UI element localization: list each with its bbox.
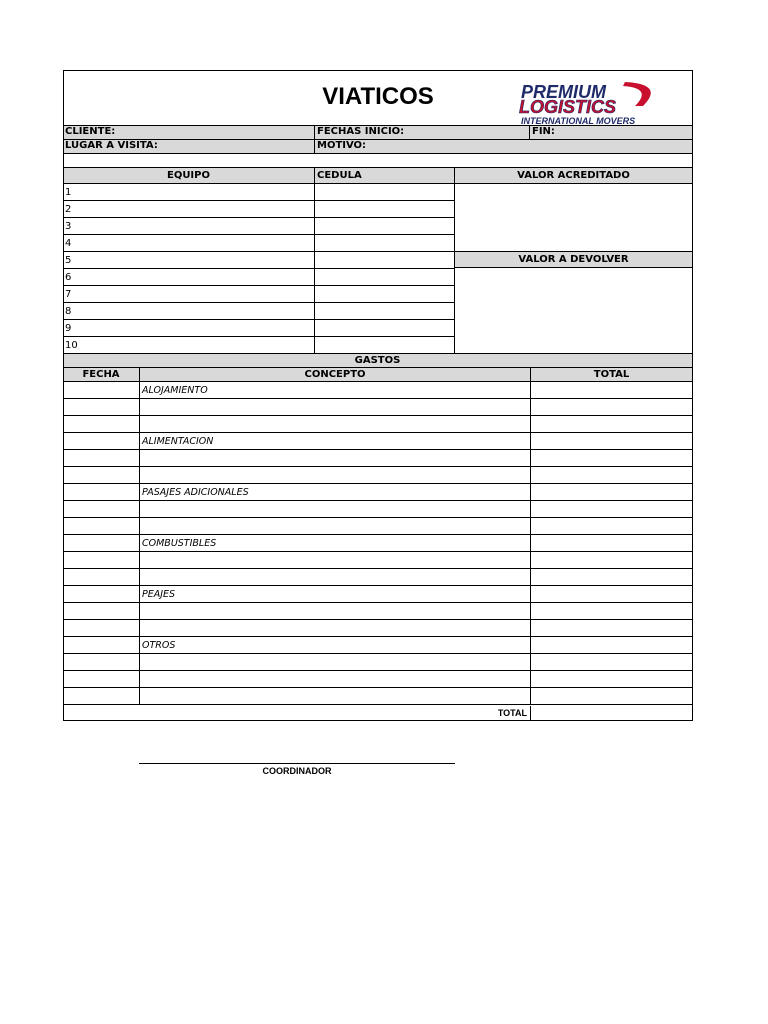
gastos-fecha-cell[interactable]: [63, 467, 140, 484]
gastos-total-cell[interactable]: [531, 450, 693, 467]
gastos-fecha-cell[interactable]: [63, 484, 140, 501]
equipo-row-cell[interactable]: 2: [63, 201, 315, 218]
cedula-row-cell[interactable]: [315, 269, 455, 286]
equipo-row-cell[interactable]: 7: [63, 286, 315, 303]
fechas-inicio-field[interactable]: FECHAS INICIO:: [315, 126, 530, 140]
equipo-row-cell[interactable]: 5: [63, 252, 315, 269]
lugar-visita-field[interactable]: LUGAR A VISITA:: [63, 140, 315, 154]
premium-logistics-logo: [515, 78, 665, 126]
gastos-fecha-cell[interactable]: [63, 416, 140, 433]
gastos-total-cell[interactable]: [531, 552, 693, 569]
gastos-fecha-cell[interactable]: [63, 450, 140, 467]
gastos-total-cell[interactable]: [531, 671, 693, 688]
equipo-row-cell[interactable]: 10: [63, 337, 315, 354]
gastos-total-cell[interactable]: [531, 637, 693, 654]
gastos-total-cell[interactable]: [531, 535, 693, 552]
gastos-concepto-cell[interactable]: [140, 518, 531, 535]
equipo-row-cell[interactable]: 6: [63, 269, 315, 286]
gastos-fecha-cell[interactable]: [63, 637, 140, 654]
cedula-header: CEDULA: [315, 168, 455, 184]
gastos-fecha-cell[interactable]: [63, 688, 140, 705]
equipo-row-cell[interactable]: 3: [63, 218, 315, 235]
gastos-fecha-cell[interactable]: [63, 671, 140, 688]
cedula-row-cell[interactable]: [315, 201, 455, 218]
equipo-row-cell[interactable]: 4: [63, 235, 315, 252]
valor-devolver-box[interactable]: [455, 268, 693, 354]
equipo-row-cell[interactable]: 9: [63, 320, 315, 337]
gastos-fecha-cell[interactable]: [63, 552, 140, 569]
fecha-header: FECHA: [63, 368, 140, 382]
gastos-total-cell[interactable]: [531, 603, 693, 620]
fin-field[interactable]: FIN:: [530, 126, 693, 140]
cedula-row-cell[interactable]: [315, 218, 455, 235]
gastos-concepto-cell[interactable]: [140, 688, 531, 705]
cedula-row-cell[interactable]: [315, 337, 455, 354]
gastos-fecha-cell[interactable]: [63, 433, 140, 450]
gastos-concepto-cell[interactable]: [140, 450, 531, 467]
logo-swoosh-icon: [515, 78, 665, 126]
gastos-fecha-cell[interactable]: [63, 603, 140, 620]
gastos-fecha-cell[interactable]: [63, 399, 140, 416]
equipo-row-cell[interactable]: 1: [63, 184, 315, 201]
gastos-fecha-cell[interactable]: [63, 382, 140, 399]
gastos-fecha-cell[interactable]: [63, 518, 140, 535]
gastos-total-cell[interactable]: [531, 433, 693, 450]
page-title: VIATICOS: [322, 83, 434, 110]
gastos-concepto-cell[interactable]: [140, 552, 531, 569]
gastos-concepto-cell[interactable]: [140, 569, 531, 586]
gastos-category-1[interactable]: ALIMENTACION: [140, 433, 531, 450]
gastos-total-cell[interactable]: [531, 467, 693, 484]
gastos-concepto-cell[interactable]: [140, 671, 531, 688]
gastos-concepto-cell[interactable]: [140, 603, 531, 620]
gastos-total-cell[interactable]: [531, 518, 693, 535]
gastos-total-cell[interactable]: [531, 399, 693, 416]
cedula-row-cell[interactable]: [315, 303, 455, 320]
gastos-concepto-cell[interactable]: [140, 416, 531, 433]
gastos-category-4[interactable]: PEAJES: [140, 586, 531, 603]
gastos-concepto-cell[interactable]: [140, 501, 531, 518]
gastos-category-5[interactable]: OTROS: [140, 637, 531, 654]
total-footer-label: TOTAL: [63, 706, 531, 721]
gastos-total-cell[interactable]: [531, 569, 693, 586]
gastos-fecha-cell[interactable]: [63, 569, 140, 586]
gastos-total-cell[interactable]: [531, 416, 693, 433]
viaticos-form: [63, 70, 693, 721]
gastos-fecha-cell[interactable]: [63, 535, 140, 552]
cedula-row-cell[interactable]: [315, 286, 455, 303]
equipo-row-cell[interactable]: 8: [63, 303, 315, 320]
valor-acreditado-header: VALOR ACREDITADO: [455, 168, 693, 184]
gastos-total-cell[interactable]: [531, 382, 693, 399]
logo-line3: INTERNATIONAL MOVERS: [521, 116, 636, 126]
valor-devolver-header: VALOR A DEVOLVER: [455, 252, 693, 268]
gastos-concepto-cell[interactable]: [140, 620, 531, 637]
gastos-total-cell[interactable]: [531, 688, 693, 705]
cedula-row-cell[interactable]: [315, 320, 455, 337]
equipo-header: EQUIPO: [63, 168, 315, 184]
gastos-concepto-cell[interactable]: [140, 654, 531, 671]
total-header: TOTAL: [531, 368, 693, 382]
valor-acreditado-box[interactable]: [455, 184, 693, 252]
gastos-fecha-cell[interactable]: [63, 586, 140, 603]
cedula-row-cell[interactable]: [315, 252, 455, 269]
logo-line2: LOGISTICS: [519, 97, 617, 117]
gastos-fecha-cell[interactable]: [63, 654, 140, 671]
motivo-field[interactable]: MOTIVO:: [315, 140, 693, 154]
concepto-header: CONCEPTO: [140, 368, 531, 382]
gastos-header: GASTOS: [63, 354, 693, 368]
spacer-row: [63, 154, 693, 168]
gastos-category-3[interactable]: COMBUSTIBLES: [140, 535, 531, 552]
gastos-fecha-cell[interactable]: [63, 620, 140, 637]
gastos-total-cell[interactable]: [531, 620, 693, 637]
gastos-fecha-cell[interactable]: [63, 501, 140, 518]
gastos-total-cell[interactable]: [531, 501, 693, 518]
cedula-row-cell[interactable]: [315, 184, 455, 201]
cliente-field[interactable]: CLIENTE:: [63, 126, 315, 140]
signature-label: COORDINADOR: [262, 766, 332, 776]
logo-line1: PREMIUM: [521, 82, 606, 102]
gastos-total-cell[interactable]: [531, 654, 693, 671]
gastos-category-0[interactable]: ALOJAMIENTO: [140, 382, 531, 399]
cedula-row-cell[interactable]: [315, 235, 455, 252]
gastos-category-2[interactable]: PASAJES ADICIONALES: [140, 484, 531, 501]
signature-line: [139, 763, 455, 764]
gastos-concepto-cell[interactable]: [140, 399, 531, 416]
total-footer-value[interactable]: [531, 706, 693, 721]
gastos-total-cell[interactable]: [531, 586, 693, 603]
gastos-concepto-cell[interactable]: [140, 467, 531, 484]
gastos-total-cell[interactable]: [531, 484, 693, 501]
